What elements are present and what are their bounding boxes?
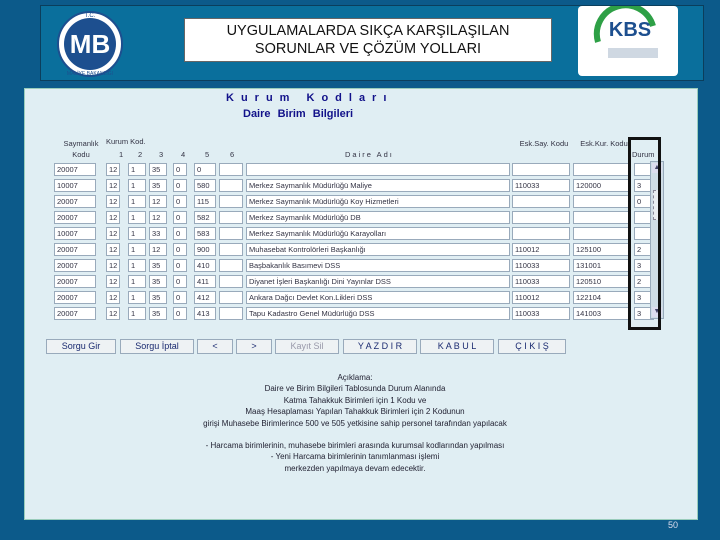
cell-c5[interactable]: 115	[194, 195, 216, 208]
notes-line: - Harcama birimlerinin, muhasebe birimleri arasında kurumsal kodlarından yapılması	[205, 441, 505, 451]
cell-s[interactable]: 20007	[54, 259, 96, 272]
cikis-button[interactable]: Ç I K I Ş	[498, 339, 566, 354]
table-row[interactable]	[54, 290, 662, 306]
cell-c1[interactable]: 12	[106, 259, 120, 272]
cell-d[interactable]: 3	[634, 179, 654, 192]
cell-c5[interactable]: 411	[194, 275, 216, 288]
cell-c3[interactable]: 12	[149, 211, 167, 224]
cell-c5[interactable]: 583	[194, 227, 216, 240]
cell-c4[interactable]: 0	[173, 259, 187, 272]
cell-kk[interactable]: 125100	[573, 243, 631, 256]
cell-name[interactable]: Diyanet İşleri Başkanlığı Dini Yayınlar DSS	[246, 275, 510, 288]
table-row[interactable]	[54, 258, 662, 274]
mb-logo-icon	[50, 8, 130, 78]
page-number: 50	[668, 520, 679, 530]
col-header-saymanlik: Saymanlık Kodu	[63, 139, 99, 159]
next-record-button[interactable]: >	[236, 339, 272, 354]
cell-empty[interactable]	[219, 179, 243, 192]
cell-c2[interactable]: 1	[128, 179, 146, 192]
title-line-1: UYGULAMALARDA SIKÇA KARŞILAŞILAN	[226, 23, 510, 39]
cell-c4[interactable]: 0	[173, 291, 187, 304]
col-header-daire-adi: Daire Adı	[345, 150, 394, 159]
cell-s[interactable]: 20007	[54, 275, 96, 288]
cell-c2[interactable]: 1	[128, 195, 146, 208]
yazdir-button[interactable]: Y A Z D I R	[343, 339, 417, 354]
table-row[interactable]	[54, 242, 662, 258]
cell-sk[interactable]: 110033	[512, 307, 570, 320]
data-grid	[54, 162, 662, 322]
scroll-down-icon[interactable]: ▼	[653, 308, 661, 315]
cell-sk[interactable]: 110012	[512, 291, 570, 304]
cell-name[interactable]: Muhasebat Kontrolörleri Başkanlığı	[246, 243, 510, 256]
cell-sk[interactable]	[512, 163, 570, 176]
cell-empty[interactable]	[219, 243, 243, 256]
cell-kk[interactable]	[573, 163, 631, 176]
cell-name[interactable]: Merkez Saymanlık Müdürlüğü Karayolları	[246, 227, 510, 240]
cell-kk[interactable]: 141003	[573, 307, 631, 320]
cell-s[interactable]: 20007	[54, 163, 96, 176]
col-header-6: 6	[230, 150, 235, 159]
cell-c3[interactable]: 12	[149, 243, 167, 256]
form-title: Kurum Kodları	[226, 92, 394, 104]
cell-c2[interactable]: 1	[128, 211, 146, 224]
slide-title	[184, 18, 552, 62]
cell-d[interactable]: 3	[634, 307, 654, 320]
cell-c5[interactable]: 412	[194, 291, 216, 304]
cell-c1[interactable]: 12	[106, 275, 120, 288]
cell-c3[interactable]: 35	[149, 291, 167, 304]
cell-empty[interactable]	[219, 163, 243, 176]
cell-c4[interactable]: 0	[173, 163, 187, 176]
table-row[interactable]	[54, 210, 662, 226]
cell-empty[interactable]	[219, 259, 243, 272]
cell-kk[interactable]: 120510	[573, 275, 631, 288]
cell-kk[interactable]	[573, 227, 631, 240]
col-header-3: 3	[159, 150, 164, 159]
cell-kk[interactable]: 122104	[573, 291, 631, 304]
cell-empty[interactable]	[219, 211, 243, 224]
table-row[interactable]	[54, 194, 662, 210]
cell-c5[interactable]: 410	[194, 259, 216, 272]
cell-c4[interactable]: 0	[173, 211, 187, 224]
cell-c1[interactable]: 12	[106, 291, 120, 304]
cell-c4[interactable]: 0	[173, 243, 187, 256]
cell-kk[interactable]	[573, 211, 631, 224]
cell-d[interactable]: 2	[634, 275, 654, 288]
cell-kk[interactable]: 131001	[573, 259, 631, 272]
cell-kk[interactable]	[573, 195, 631, 208]
kayit-sil-button[interactable]: Kayıt Sil	[275, 339, 339, 354]
sorgu-gir-button[interactable]: Sorgu Gir	[46, 339, 116, 354]
table-row[interactable]	[54, 226, 662, 242]
cell-c2[interactable]: 1	[128, 243, 146, 256]
cell-name[interactable]	[246, 163, 510, 176]
cell-c4[interactable]: 0	[173, 227, 187, 240]
table-row[interactable]	[54, 306, 662, 322]
col-header-esk-kurum: Esk.Kur. Kodu	[580, 139, 628, 148]
cell-c1[interactable]: 12	[106, 211, 120, 224]
notes-line: Maaş Hesaplaması Yapılan Tahakkuk Birimleri için 2 Kodunun	[245, 407, 465, 417]
table-row[interactable]	[54, 162, 662, 178]
col-header-esk-say: Esk.Say. Kodu	[519, 139, 569, 148]
cell-d[interactable]: 2	[634, 243, 654, 256]
cell-s[interactable]: 20007	[54, 291, 96, 304]
notes-line: - Yeni Harcama birimlerinin tanımlanması işlemi	[270, 452, 440, 462]
cell-c5[interactable]: 0	[194, 163, 216, 176]
cell-c4[interactable]: 0	[173, 307, 187, 320]
cell-sk[interactable]: 110033	[512, 179, 570, 192]
cell-c5[interactable]: 413	[194, 307, 216, 320]
cell-name[interactable]: Başbakanlık Basımevi DSS	[246, 259, 510, 272]
cell-empty[interactable]	[219, 307, 243, 320]
cell-c4[interactable]: 0	[173, 275, 187, 288]
col-header-durum: Durum	[632, 150, 655, 159]
cell-name[interactable]: Merkez Saymanlık Müdürlüğü DB	[246, 211, 510, 224]
cell-c2[interactable]: 1	[128, 163, 146, 176]
kbs-logo-icon	[578, 6, 678, 76]
notes-heading: Açıklama:	[337, 373, 373, 382]
mb-logo-ring: MALİYE BAKANLIĞI	[66, 71, 114, 77]
cell-c4[interactable]: 0	[173, 195, 187, 208]
cell-c2[interactable]: 1	[128, 291, 146, 304]
cell-c3[interactable]: 33	[149, 227, 167, 240]
cell-name[interactable]: Merkez Saymanlık Müdürlüğü Koy Hizmetleri	[246, 195, 510, 208]
cell-c1[interactable]: 12	[106, 163, 120, 176]
cell-c5[interactable]: 900	[194, 243, 216, 256]
cell-d[interactable]: 3	[634, 291, 654, 304]
col-header-5: 5	[205, 150, 210, 159]
notes-line: merkezden yapılmaya devam edecektir.	[284, 463, 426, 473]
cell-empty[interactable]	[219, 195, 243, 208]
cell-c2[interactable]: 1	[128, 259, 146, 272]
kabul-button[interactable]: K A B U L	[420, 339, 494, 354]
notes-line: Daire ve Birim Bilgileri Tablosunda Durum Alanında	[264, 384, 446, 394]
col-header-kurum-kod: Kurum Kod.	[106, 137, 146, 146]
cell-s[interactable]: 20007	[54, 211, 96, 224]
durum-highlight-box	[628, 137, 661, 330]
cell-c3[interactable]: 35	[149, 275, 167, 288]
cell-c3[interactable]: 35	[149, 179, 167, 192]
scroll-up-icon[interactable]: ▲	[653, 164, 661, 171]
form-subtitle: Daire Birim Bilgileri	[243, 108, 354, 120]
cell-sk[interactable]: 110033	[512, 259, 570, 272]
cell-sk[interactable]: 110033	[512, 275, 570, 288]
explanation-notes	[130, 372, 580, 474]
cell-c1[interactable]: 12	[106, 195, 120, 208]
col-header-2: 2	[138, 150, 143, 159]
cell-c3[interactable]: 12	[149, 195, 167, 208]
cell-sk[interactable]	[512, 195, 570, 208]
col-header-4: 4	[181, 150, 186, 159]
cell-s[interactable]: 20007	[54, 195, 96, 208]
cell-d[interactable]: 0	[634, 195, 654, 208]
cell-s[interactable]: 10007	[54, 227, 96, 240]
sorgu-iptal-button[interactable]: Sorgu İptal	[120, 339, 194, 354]
notes-line: Katma Tahakkuk Birimleri için 1 Kodu ve	[283, 395, 427, 405]
cell-c1[interactable]: 12	[106, 227, 120, 240]
col-header-1: 1	[119, 150, 124, 159]
cell-c5[interactable]: 582	[194, 211, 216, 224]
cell-name[interactable]: Ankara Dağcı Devlet Kon.Likleri DSS	[246, 291, 510, 304]
prev-record-button[interactable]: <	[197, 339, 233, 354]
cell-c1[interactable]: 12	[106, 307, 120, 320]
cell-c3[interactable]: 35	[149, 307, 167, 320]
cell-c2[interactable]: 1	[128, 227, 146, 240]
cell-s[interactable]: 20007	[54, 243, 96, 256]
notes-line: girişi Muhasebe Birimlerince 500 ve 505 yetkisine sahip personel tarafından yapılacak	[203, 418, 507, 428]
mb-logo-top: T.C.	[84, 13, 96, 19]
cell-sk[interactable]	[512, 227, 570, 240]
kbs-logo-text: KBS	[608, 19, 652, 41]
cell-name[interactable]: Merkez Saymanlık Müdürlüğü Maliye	[246, 179, 510, 192]
cell-c3[interactable]: 35	[149, 163, 167, 176]
cell-c5[interactable]: 580	[194, 179, 216, 192]
table-row[interactable]	[54, 274, 662, 290]
cell-c1[interactable]: 12	[106, 243, 120, 256]
mb-logo-text: MB	[69, 29, 111, 59]
cell-c2[interactable]: 1	[128, 275, 146, 288]
cell-empty[interactable]	[219, 291, 243, 304]
cell-name[interactable]: Tapu Kadastro Genel Müdürlüğü DSS	[246, 307, 510, 320]
cell-sk[interactable]: 110012	[512, 243, 570, 256]
cell-d[interactable]: 3	[634, 259, 654, 272]
cell-c2[interactable]: 1	[128, 307, 146, 320]
table-row[interactable]	[54, 178, 662, 194]
cell-c4[interactable]: 0	[173, 179, 187, 192]
cell-s[interactable]: 10007	[54, 179, 96, 192]
cell-kk[interactable]: 120000	[573, 179, 631, 192]
cell-sk[interactable]	[512, 211, 570, 224]
cell-empty[interactable]	[219, 275, 243, 288]
cell-c3[interactable]: 35	[149, 259, 167, 272]
cell-c1[interactable]: 12	[106, 179, 120, 192]
cell-s[interactable]: 20007	[54, 307, 96, 320]
title-line-2: SORUNLAR VE ÇÖZÜM YOLLARI	[254, 41, 482, 57]
cell-empty[interactable]	[219, 227, 243, 240]
